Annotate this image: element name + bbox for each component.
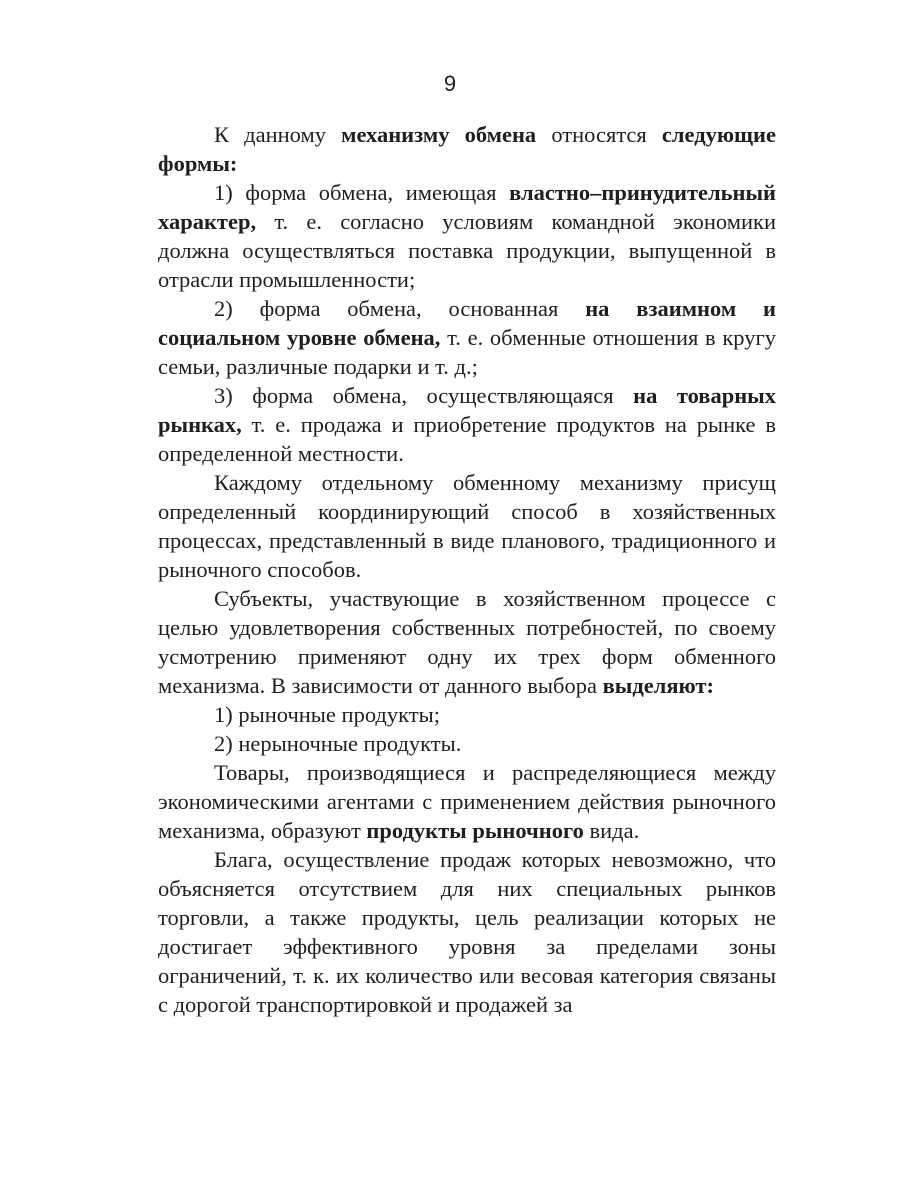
paragraph-3 <box>158 294 776 381</box>
paragraph-5 <box>158 468 776 584</box>
bold-text-run: властно–принудительный характер, <box>158 180 776 234</box>
text-run: 1) рыночные продукты; <box>214 702 440 727</box>
text-run: Товары, производящиеся и распределяющиеся между экономическими агентами с применением действия рыночного механизма, образуют <box>158 760 776 843</box>
paragraph-9 <box>158 758 776 845</box>
text-run: К данному <box>214 122 342 147</box>
paragraph-2 <box>158 178 776 294</box>
text-run: т. е. согласно условиям командной экономики должна осуществляться поставка продукции, выпущенной в отрасли промышленности; <box>158 209 776 292</box>
text-run: Каждому отдельному обменному механизму присущ определенный координирующий способ в хозяйственных процессах, представленный в виде планового, традиционного и рыночного способов. <box>158 470 776 582</box>
paragraph-6 <box>158 584 776 700</box>
paragraph-4 <box>158 381 776 468</box>
text-run: 3) форма обмена, осуществляющаяся <box>214 383 634 408</box>
bold-text-run: продукты рыночного <box>366 818 584 843</box>
text-run: относятся <box>536 122 662 147</box>
paragraph-8 <box>158 729 776 758</box>
bold-text-run: на товарных рынках, <box>158 383 776 437</box>
page-number: 9 <box>443 71 457 96</box>
bold-text-run: следующие формы: <box>158 122 776 176</box>
text-run: 2) форма обмена, основанная <box>214 296 586 321</box>
text-run: т. е. продажа и приобретение продуктов на рынке в определенной местности. <box>158 412 776 466</box>
text-run: вида. <box>583 818 640 843</box>
text-run: т. е. обменные отношения в кругу семьи, различные подарки и т. д.; <box>158 325 776 379</box>
bold-text-run: на взаимном и социальном уровне обмена, <box>158 296 776 350</box>
text-run: 2) нерыночные продукты. <box>214 731 462 756</box>
paragraph-7 <box>158 700 776 729</box>
paragraph-10 <box>158 845 776 1019</box>
bold-text-run: механизму обмена <box>341 122 537 147</box>
text-run: Блага, осуществление продаж которых невозможно, что объясняется отсутствием для них специальных рынков торговли, а также продукты, цель реализации которых не достигает эффективного уровня за пределами зоны ограничений, т. к. их количество или весовая категория связаны с дорогой транспортировкой и продажей за <box>158 847 776 1017</box>
text-body <box>158 120 776 1019</box>
text-run: Субъекты, участвующие в хозяйственном процессе с целью удовлетворения собственных потребностей, по своему усмотрению применяют одну их трех форм обменного механизма. В зависимости от данного выбора <box>158 586 776 698</box>
bold-text-run: выделяют: <box>602 673 714 698</box>
paragraph-1 <box>158 120 776 178</box>
text-run: 1) форма обмена, имеющая <box>214 180 510 205</box>
